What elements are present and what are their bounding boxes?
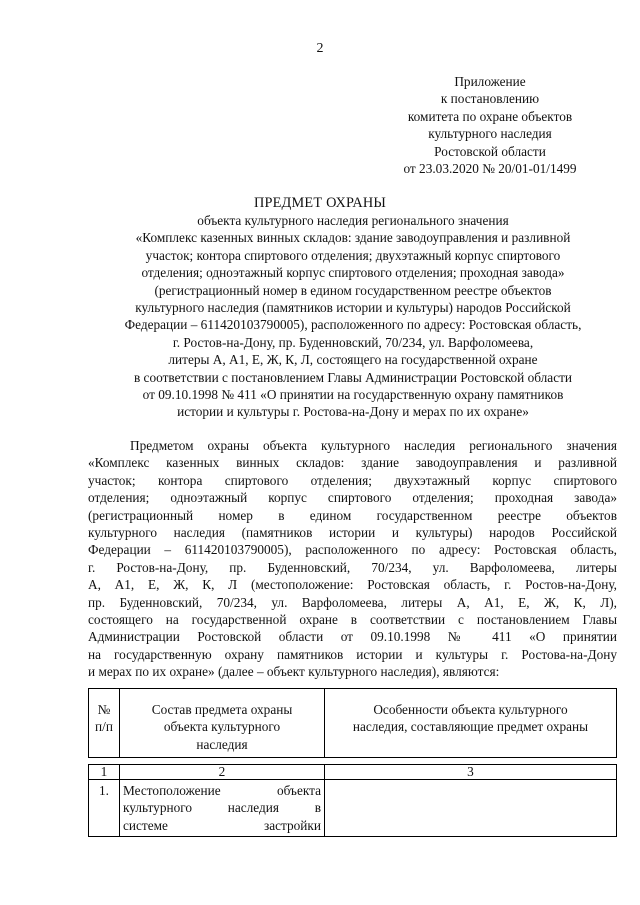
intro-line: А, А1, Е, Ж, К, Л (местоположение: Ростовская область, г. Ростов-на-Дону, bbox=[88, 577, 617, 593]
protection-table bbox=[88, 688, 617, 837]
header-num-line: п/п bbox=[95, 719, 113, 735]
index-cell: 1 bbox=[89, 765, 120, 780]
header-features-line: наследия, составляющие предмет охраны bbox=[352, 719, 589, 735]
row-features bbox=[325, 780, 617, 837]
subject-block bbox=[88, 212, 618, 421]
appendix-line: к постановлению bbox=[440, 91, 540, 107]
subject-line: истории и культуры г. Ростова-на-Дону и мерах по их охране» bbox=[177, 404, 529, 420]
subject-line: Федерации – 611420103790005), расположенного по адресу: Ростовская область, bbox=[124, 317, 582, 333]
appendix-block bbox=[380, 73, 600, 177]
table-index-row bbox=[89, 765, 617, 780]
intro-line: Администрации Ростовской области от 09.10.1998 № 411 «О принятии bbox=[88, 629, 617, 645]
subject-line: (регистрационный номер в едином государственном реестре объектов bbox=[154, 282, 552, 298]
header-composition-line: Состав предмета охраны bbox=[151, 702, 293, 717]
header-features bbox=[325, 689, 617, 758]
intro-line: «Комплекс казенных винных складов: здание заводоуправления и разливной bbox=[88, 455, 617, 471]
intro-line: г. Ростов-на-Дону, пр. Буденновский, 70/234, ул. Варфоломеева, литеры bbox=[88, 559, 617, 575]
subject-line: объекта культурного наследия регионального значения bbox=[197, 213, 509, 228]
header-num-line: № bbox=[97, 702, 111, 717]
header-features-line: Особенности объекта культурного bbox=[373, 702, 568, 717]
appendix-line: Приложение bbox=[454, 74, 526, 89]
subject-line: культурного наследия (памятников истории и культуры) народов Российской bbox=[135, 300, 571, 316]
subject-line: г. Ростов-на-Дону, пр. Буденновский, 70/234, ул. Варфоломеева, bbox=[172, 334, 534, 350]
table-row bbox=[89, 780, 617, 837]
appendix-line: комитета по охране объектов bbox=[407, 108, 573, 124]
subject-line: в соответствии с постановлением Главы Администрации Ростовской области bbox=[133, 369, 573, 385]
appendix-line: культурного наследия bbox=[428, 126, 552, 142]
index-cell: 3 bbox=[325, 765, 617, 780]
header-composition bbox=[120, 689, 325, 758]
row-num: 1. bbox=[89, 780, 120, 837]
subject-line: от 09.10.1998 № 411 «О принятии на государственную охрану памятников bbox=[142, 387, 564, 403]
intro-line: участок; контора спиртового отделения; двухэтажный корпус спиртового bbox=[88, 472, 617, 488]
page-number: 2 bbox=[316, 41, 324, 56]
index-cell: 2 bbox=[120, 765, 325, 780]
subject-line: «Комплекс казенных винных складов: здание заводоуправления и разливной bbox=[135, 230, 571, 246]
intro-line: (регистрационный номер в едином государственном реестре объектов bbox=[88, 507, 617, 523]
intro-line: культурного наследия (памятников истории и культуры) народов Российской bbox=[88, 525, 617, 541]
subject-line: отделения; одноэтажный корпус спиртового отделения; проходная завода» bbox=[141, 265, 565, 281]
intro-line: пр. Буденновский, 70/234, ул. Варфоломеева, литеры А, А1, Е, Ж, К, Л), bbox=[88, 594, 617, 610]
header-composition-line: наследия bbox=[196, 736, 248, 752]
intro-line: отделения; одноэтажный корпус спиртового отделения; проходная завода» bbox=[88, 490, 617, 506]
header-composition-line: объекта культурного bbox=[163, 719, 281, 735]
intro-paragraph bbox=[88, 437, 617, 681]
row-composition-line: системе застройки bbox=[123, 817, 321, 833]
intro-line: состоящего на государственной охране в соответствии с постановлением Главы bbox=[88, 612, 617, 628]
row-composition-line: Местоположение объекта bbox=[123, 783, 321, 798]
document-title: ПРЕДМЕТ ОХРАНЫ bbox=[253, 195, 387, 211]
row-composition bbox=[120, 780, 325, 837]
intro-line: Федерации – 611420103790005), расположенного по адресу: Ростовская область, bbox=[88, 542, 617, 558]
intro-line: на государственную охрану памятников истории и культуры г. Ростова-на-Дону bbox=[88, 646, 617, 662]
subject-line: литеры А, А1, Е, Ж, К, Л, состоящего на государственной охране bbox=[168, 352, 538, 368]
row-composition-line: культурного наследия в bbox=[123, 800, 321, 816]
intro-line: и мерах по их охране» (далее – объект культурного наследия), являются: bbox=[88, 664, 500, 680]
appendix-line: от 23.03.2020 № 20/01-01/1499 bbox=[403, 161, 577, 177]
table-spacer bbox=[89, 758, 617, 765]
subject-line: участок; контора спиртового отделения; двухэтажный корпус спиртового bbox=[145, 247, 561, 263]
table-header-row bbox=[89, 689, 617, 758]
header-num bbox=[89, 689, 120, 758]
appendix-line: Ростовской области bbox=[434, 143, 546, 159]
intro-line: Предметом охраны объекта культурного наследия регионального значения bbox=[130, 438, 617, 453]
